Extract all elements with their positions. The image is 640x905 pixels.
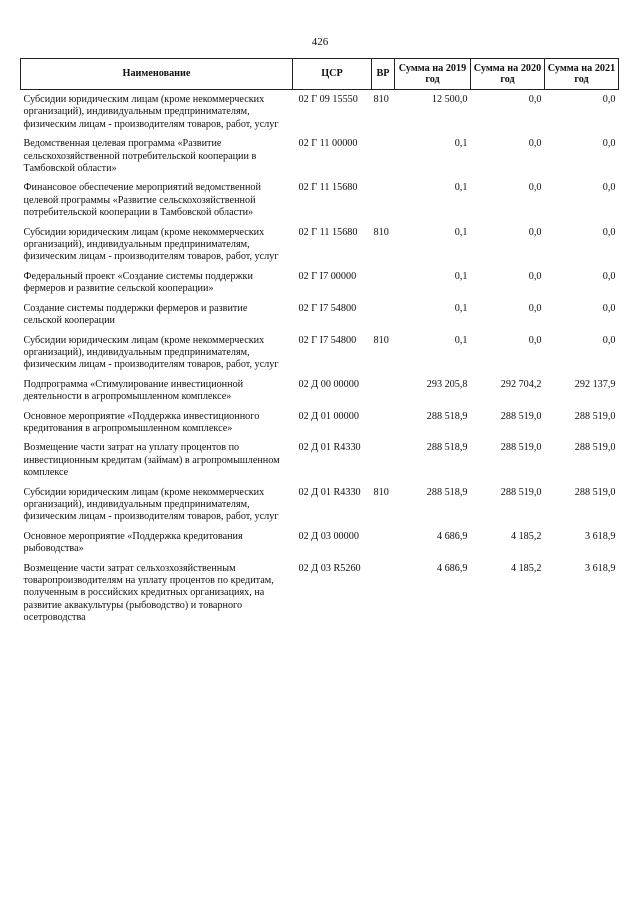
table-header-row bbox=[21, 59, 619, 90]
cell-amount-2021: 0,0 bbox=[602, 138, 616, 150]
table-row bbox=[21, 442, 619, 486]
table-row bbox=[21, 90, 619, 139]
cell-amount-2021: 0,0 bbox=[602, 334, 616, 346]
cell-name: Федеральный проект «Создание системы поддержки фермеров и развитие сельской кооперации» bbox=[23, 270, 253, 295]
table-row bbox=[21, 303, 619, 335]
column-header-2019: Сумма на 2019 год bbox=[395, 59, 471, 90]
cell-name: Основное мероприятие «Поддержка инвестиционного кредитования в агропромышленном комплексе» bbox=[23, 410, 260, 434]
cell-csr: 02 Г 09 15550 bbox=[298, 94, 358, 105]
cell-vr: 810 bbox=[373, 94, 389, 105]
cell-vr bbox=[372, 138, 395, 182]
cell-vr bbox=[372, 182, 395, 226]
cell-amount-2020: 0,0 bbox=[528, 302, 542, 314]
cell-amount-2019: 0,1 bbox=[454, 334, 468, 346]
cell-csr: 02 Г I7 54800 bbox=[298, 334, 357, 346]
budget-table bbox=[20, 58, 619, 632]
table-body bbox=[21, 90, 619, 632]
cell-amount-2020: 0,0 bbox=[528, 270, 542, 282]
cell-csr: 02 Г I7 54800 bbox=[298, 302, 357, 314]
cell-name: Ведомственная целевая программа «Развитие сельскохозяйственной потребительской кооперации в Тамбовской области» bbox=[23, 138, 257, 175]
cell-vr bbox=[372, 442, 395, 486]
cell-amount-2021: 3 618,9 bbox=[584, 530, 616, 542]
cell-name: Подпрограмма «Стимулирование инвестиционной деятельности в агропромышленном комплексе» bbox=[23, 378, 244, 403]
cell-vr: 810 bbox=[373, 226, 389, 238]
cell-vr: 810 bbox=[373, 334, 389, 346]
cell-amount-2019: 4 686,9 bbox=[436, 562, 468, 574]
cell-csr: 02 Д 00 00000 bbox=[298, 378, 359, 390]
cell-name: Субсидии юридическим лицам (кроме некоммерческих организаций), индивидуальным предпринимателям, физическим лицам - производителям товаров, работ, услуг bbox=[23, 226, 279, 263]
page-number: 426 bbox=[311, 36, 329, 48]
cell-csr: 02 Г 11 15680 bbox=[298, 226, 358, 238]
cell-amount-2021: 0,0 bbox=[602, 182, 616, 194]
cell-amount-2019: 0,1 bbox=[454, 182, 468, 194]
table-row bbox=[21, 335, 619, 379]
cell-amount-2020: 288 519,0 bbox=[500, 442, 542, 454]
cell-amount-2019: 288 518,9 bbox=[426, 442, 468, 454]
table-row bbox=[21, 138, 619, 182]
cell-amount-2019: 288 518,9 bbox=[426, 410, 468, 422]
table-row bbox=[21, 487, 619, 531]
cell-amount-2019: 0,1 bbox=[454, 138, 468, 150]
cell-amount-2019: 288 518,9 bbox=[426, 486, 468, 498]
table-row bbox=[21, 271, 619, 303]
cell-amount-2019: 293 205,8 bbox=[426, 378, 468, 390]
cell-amount-2019: 0,1 bbox=[454, 270, 468, 282]
cell-csr: 02 Д 01 00000 bbox=[298, 410, 359, 422]
cell-amount-2021: 288 519,0 bbox=[574, 410, 616, 422]
cell-csr: 02 Д 03 R5260 bbox=[298, 562, 361, 574]
cell-amount-2021: 288 519,0 bbox=[574, 486, 616, 498]
cell-vr bbox=[372, 271, 395, 303]
table-row bbox=[21, 227, 619, 271]
cell-name: Субсидии юридическим лицам (кроме некоммерческих организаций), индивидуальным предпринимателям, физическим лицам - производителям товаров, работ, услуг bbox=[23, 486, 279, 523]
cell-amount-2021: 3 618,9 bbox=[584, 562, 616, 574]
column-header-vr: ВР bbox=[372, 59, 395, 90]
table-row bbox=[21, 411, 619, 443]
cell-amount-2020: 0,0 bbox=[528, 182, 542, 194]
cell-vr bbox=[372, 563, 395, 632]
cell-amount-2020: 288 519,0 bbox=[500, 486, 542, 498]
column-header-csr: ЦСР bbox=[293, 59, 372, 90]
cell-vr bbox=[372, 379, 395, 411]
cell-csr: 02 Д 03 00000 bbox=[298, 530, 359, 542]
cell-amount-2019: 4 686,9 bbox=[436, 530, 468, 542]
column-header-name: Наименование bbox=[21, 59, 293, 90]
cell-amount-2020: 4 185,2 bbox=[510, 530, 542, 542]
cell-amount-2021: 288 519,0 bbox=[574, 442, 616, 454]
cell-csr: 02 Г 11 00000 bbox=[298, 138, 358, 150]
table-row bbox=[21, 182, 619, 226]
cell-vr bbox=[372, 303, 395, 335]
cell-amount-2020: 292 704,2 bbox=[500, 378, 542, 390]
table-row bbox=[21, 531, 619, 563]
table-row bbox=[21, 379, 619, 411]
cell-vr bbox=[372, 411, 395, 443]
cell-vr bbox=[372, 531, 395, 563]
cell-amount-2020: 288 519,0 bbox=[500, 410, 542, 422]
table-row bbox=[21, 563, 619, 632]
column-header-2021: Сумма на 2021 год bbox=[545, 59, 619, 90]
cell-amount-2021: 292 137,9 bbox=[574, 378, 616, 390]
cell-name: Возмещение части затрат на уплату процентов по инвестиционным кредитам (займам) в агропромышленном комплексе bbox=[23, 442, 280, 479]
cell-amount-2019: 12 500,0 bbox=[431, 94, 468, 105]
cell-amount-2021: 0,0 bbox=[602, 270, 616, 282]
cell-csr: 02 Д 01 R4330 bbox=[298, 442, 361, 454]
cell-csr: 02 Г 11 15680 bbox=[298, 182, 358, 194]
column-header-2020: Сумма на 2020 год bbox=[471, 59, 545, 90]
cell-amount-2020: 4 185,2 bbox=[510, 562, 542, 574]
cell-amount-2020: 0,0 bbox=[528, 94, 542, 105]
cell-amount-2019: 0,1 bbox=[454, 226, 468, 238]
cell-name: Создание системы поддержки фермеров и развитие сельской кооперации bbox=[23, 302, 248, 327]
cell-vr: 810 bbox=[373, 486, 389, 498]
cell-amount-2020: 0,0 bbox=[528, 226, 542, 238]
cell-name: Возмещение части затрат сельхозхозяйственным товаропроизводителям на уплату процентов по кредитам, полученным в российских кредитных организациях, на развитие аквакультуры (рыбоводство) и товарного осетроводства bbox=[23, 562, 274, 624]
cell-amount-2021: 0,0 bbox=[602, 302, 616, 314]
cell-name: Основное мероприятие «Поддержка кредитования рыбоводства» bbox=[23, 530, 243, 555]
cell-amount-2020: 0,0 bbox=[528, 334, 542, 346]
cell-csr: 02 Г I7 00000 bbox=[298, 270, 357, 282]
cell-name: Субсидии юридическим лицам (кроме некоммерческих организаций), индивидуальным предпринимателям, физическим лицам - производителям товаров, работ, услуг bbox=[23, 334, 279, 371]
cell-amount-2021: 0,0 bbox=[602, 226, 616, 238]
cell-csr: 02 Д 01 R4330 bbox=[298, 486, 361, 498]
cell-amount-2021: 0,0 bbox=[602, 94, 616, 105]
cell-name: Финансовое обеспечение мероприятий ведомственной целевой программы «Развитие сельскохозяйственной потребительской кооперации в Тамбовской области» bbox=[23, 182, 261, 219]
cell-name: Субсидии юридическим лицам (кроме некоммерческих организаций), индивидуальным предпринимателям, физическим лицам - производителям товаров, работ, услуг bbox=[23, 94, 279, 130]
cell-amount-2020: 0,0 bbox=[528, 138, 542, 150]
cell-amount-2019: 0,1 bbox=[454, 302, 468, 314]
